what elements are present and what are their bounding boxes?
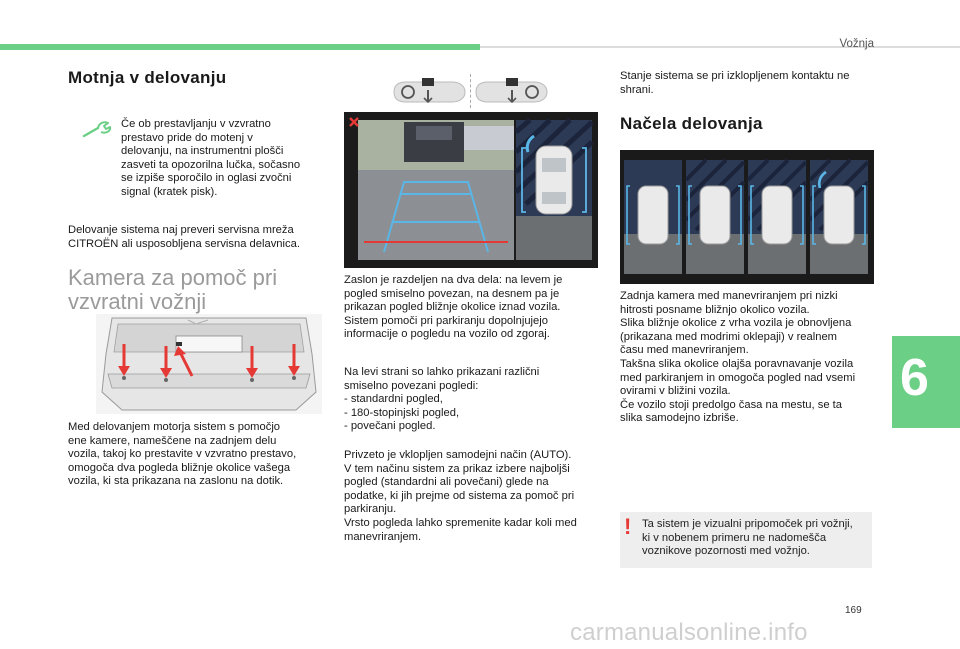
section-title-camera: Kamera za pomoč pri vzvratni vožnji	[68, 265, 278, 314]
exclamation-icon: !	[624, 514, 632, 539]
section-name: Vožnja	[839, 38, 874, 50]
principles-description: Zadnja kamera med manevriranjem pri nizki hitrosti posname bližnjo okolico vozila. Slika bližnje okolice z vrha vozila je obnovljena (prikazana med modrimi oklepaji) v realnem času med manevriranjem. Takšna slika okolice olajša poravnavanje vozila med parkiranjem in omogoča pogled nad vsemi ovirami v bližini vozila. Če vozilo stoji predolgo časa na mestu, se ta slika samodejno izbriše.	[620, 290, 856, 425]
wrench-icon	[82, 118, 112, 140]
watermark: carmanualsonline.info	[570, 619, 808, 646]
warning-text: Ta sistem je vizualni pripomoček pri vožnji, ki v nobenem primeru ne nadomešča voznikove pozornosti med vožnjo.	[642, 518, 853, 558]
header-accent-bar	[0, 44, 480, 50]
chapter-number: 6	[900, 349, 929, 407]
camera-screen	[344, 112, 598, 268]
screen-description: Zaslon je razdeljen na dva dela: na levem je pogled smiselno povezan, na desnem pa je prikazan pogled bližnje okolice iznad vozila. Sistem pomoči pri parkiranju dopolnjujejo informacije o pogledu na vozilo od zgoraj.	[344, 274, 563, 341]
camera-description: Med delovanjem motorja sistem s pomočjo ene kamere, nameščene na zadnjem delu vozila, takoj ko prestavite v vzvratno prestavo, omogoča dva pogleda bližnje okolice vašega vozila, ki sta prikazana na zaslonu na dotik.	[68, 421, 297, 488]
header-rule	[480, 46, 960, 48]
system-state-note: Stanje sistema se pri izklopljenem kontaktu ne shrani.	[620, 70, 850, 96]
camera-view-icon-left	[392, 76, 467, 106]
malfunction-note: Če ob prestavljanju v vzvratno prestavo pride do motenj v delovanju, na instrumentni plošči zasveti ta opozorilna lučka, sočasno se izpiše sporočilo in oglasi zvočni signal (kratek pisk).	[121, 118, 301, 198]
auto-mode-description: Privzeto je vklopljen samodejni način (AUTO). V tem načinu sistem za prikaz izbere najboljši pogled (standardni ali povečani) glede na podatke, ki jih prejme od sistema za pomoč pri parkiranju. Vrsto pogleda lahko spremenite kadar koli med manevriranjem.	[344, 449, 577, 543]
section-title-malfunction: Motnja v delovanju	[68, 68, 227, 87]
top-view-sequence	[620, 150, 874, 284]
service-note: Delovanje sistema naj preveri servisna mreža CITROËN ali usposobljena servisna delavnica.	[68, 224, 300, 250]
camera-view-icon-right	[474, 76, 549, 106]
section-title-principles: Načela delovanja	[620, 114, 763, 133]
views-list: Na levi strani so lahko prikazani različni smiselno povezani pogledi: - standardni pogled, - 180-stopinjski pogled, - povečani pogled.	[344, 366, 540, 433]
page-number: 169	[845, 605, 862, 616]
icon-divider	[470, 74, 472, 108]
vehicle-rear-illustration	[96, 314, 322, 414]
